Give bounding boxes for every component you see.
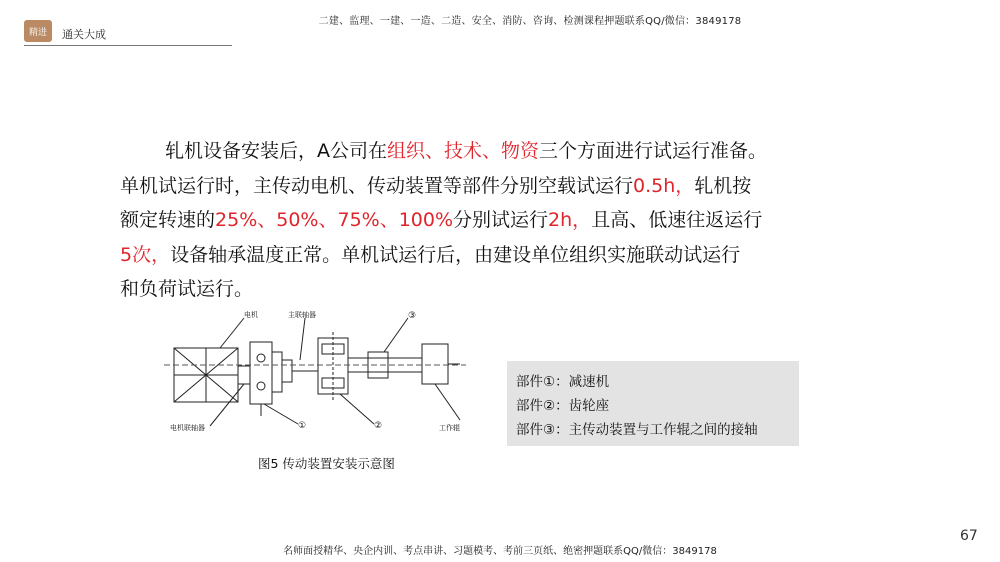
brand-title: 通关大成 xyxy=(62,28,106,41)
reducer-shape xyxy=(250,342,272,404)
body-line-3: 额定转速的25%、50%、75%、100%分别试运行2h，且高、低速往返运行 xyxy=(120,209,763,231)
body-line-2: 单机试运行时，主传动电机、传动装置等部件分别空载试运行0.5h，轧机按 xyxy=(120,174,752,197)
part-3-label: 部件③：主传动装置与工作辊之间的接轴 xyxy=(516,422,758,438)
top-banner: 二建、监理、一建、一造、二造、安全、消防、咨询、检测课程押题联系QQ/微信：3849178 xyxy=(318,16,742,27)
marker-2: ② xyxy=(374,421,383,431)
body-paragraph xyxy=(120,134,810,307)
label-motor-coupling: 电机联轴器 xyxy=(170,424,205,432)
label-main-coupling: 主联轴器 xyxy=(288,311,316,319)
highlight-text: 5次， xyxy=(120,243,171,266)
highlight-text: 组织、技术、物资 xyxy=(387,140,540,162)
highlight-text: 25%、50%、75%、100% xyxy=(215,209,454,231)
highlight-text: 2h， xyxy=(548,209,592,231)
logo: 精进 xyxy=(24,20,52,42)
label-motor: 电机 xyxy=(244,311,258,319)
part-2-label: 部件②：齿轮座 xyxy=(516,398,610,414)
label-work-roll: 工作辊 xyxy=(439,424,460,432)
bottom-banner: 名师面授精华、央企内训、考点串讲、习题模考、考前三页纸、绝密押题联系QQ/微信：3849178 xyxy=(283,546,717,557)
part-1-label: 部件①：减速机 xyxy=(516,374,610,390)
marker-3: ③ xyxy=(408,311,417,321)
highlight-text: 0.5h， xyxy=(633,174,695,197)
marker-1: ① xyxy=(298,421,307,431)
parts-legend-box xyxy=(507,361,799,446)
drive-installation-diagram xyxy=(160,308,470,436)
work-roll-shape xyxy=(422,344,448,384)
page-number: 67 xyxy=(960,528,978,544)
header-divider xyxy=(24,45,232,46)
body-line-5: 和负荷试运行。 xyxy=(120,278,254,300)
figure-caption: 图5 传动装置安装示意图 xyxy=(258,456,395,471)
body-line-4: 5次，设备轴承温度正常。单机试运行后，由建设单位组织实施联动试运行 xyxy=(120,243,741,266)
body-line-1: 轧机设备安装后，A公司在组织、技术、物资三个方面进行试运行准备。 xyxy=(165,140,768,162)
